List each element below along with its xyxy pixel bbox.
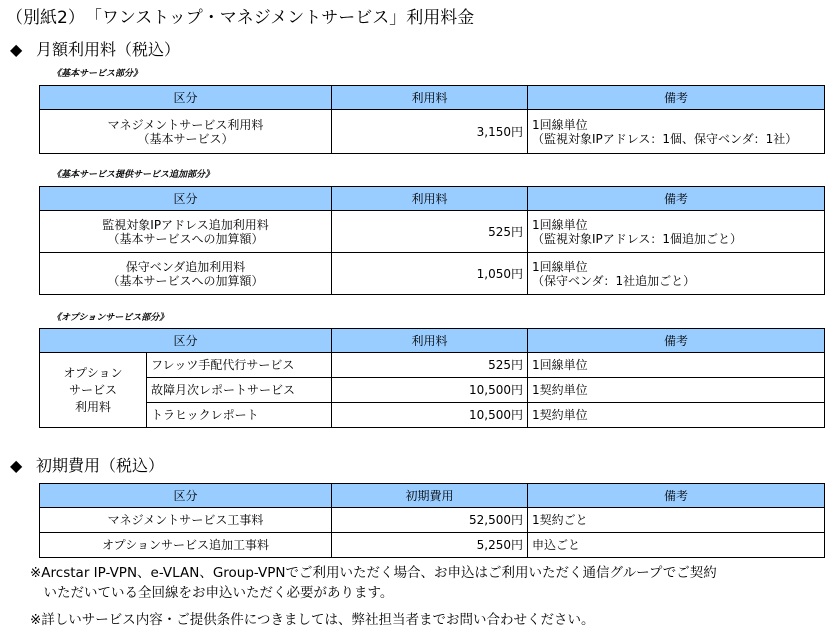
monthly-fee-heading: [10, 37, 180, 60]
table-row: [40, 211, 825, 253]
option-service-subtitle: 《オプションサービス部分》: [52, 313, 169, 323]
remarks-cell: 1回線単位 （監視対象IPアドレス：1個、保守ベンダ：1社）: [528, 110, 825, 154]
basic-service-subtitle: 《基本サービス部分》: [52, 69, 143, 79]
initial-fee-heading-text: 初期費用（税込）: [36, 456, 165, 475]
header-initial-fee: 初期費用: [332, 484, 528, 508]
monthly-fee-heading-text: 月額利用料（税込）: [36, 40, 181, 59]
price-cell: 1,050円: [332, 253, 528, 295]
remarks-cell: 1回線単位 （保守ベンダ：1社追加ごと）: [528, 253, 825, 295]
remarks-cell: 1回線単位 （監視対象IPアドレス：1個追加ごと）: [528, 211, 825, 253]
table-row: [40, 110, 825, 154]
diamond-bullet-icon: ◆: [10, 456, 23, 475]
note-line: ※Arcstar IP-VPN、e-VLAN、Group-VPNでご利用いただく場合、お申込はご利用いただく通信グループでご契約: [30, 565, 717, 581]
note-line: ※詳しいサービス内容・ご提供条件につきましては、弊社担当者までお問い合わせください。: [30, 612, 595, 628]
table-row: [40, 253, 825, 295]
header-remarks: 備考: [528, 484, 825, 508]
initial-fee-table: [39, 483, 825, 558]
note-line: いただいている全回線をお申込いただく必要があります。: [30, 585, 394, 601]
remarks-cell: 申込ごと: [528, 533, 825, 558]
remarks-cell: 1契約単位: [528, 378, 825, 403]
remarks-cell: 1回線単位: [528, 353, 825, 378]
document-title: （別紙2） 「ワンストップ・マネジメントサービス」利用料金: [6, 8, 475, 28]
option-name-cell: フレッツ手配代行サービス: [147, 353, 332, 378]
header-remarks: 備考: [528, 329, 825, 353]
header-category: 区分: [40, 187, 332, 211]
header-price: 利用料: [332, 329, 528, 353]
header-category: 区分: [40, 484, 332, 508]
price-cell: 5,250円: [332, 533, 528, 558]
price-cell: 10,500円: [332, 378, 528, 403]
header-remarks: 備考: [528, 86, 825, 110]
header-remarks: 備考: [528, 187, 825, 211]
price-cell: 3,150円: [332, 110, 528, 154]
price-cell: 525円: [332, 211, 528, 253]
header-price: 利用料: [332, 86, 528, 110]
category-cell: マネジメントサービス工事料: [40, 508, 332, 533]
additional-service-table: [39, 186, 825, 295]
category-cell: 保守ベンダ追加利用料 （基本サービスへの加算額）: [40, 253, 332, 295]
category-cell: マネジメントサービス利用料 （基本サービス）: [40, 110, 332, 154]
header-category: 区分: [40, 86, 332, 110]
basic-service-table: [39, 85, 825, 154]
additional-service-subtitle: 《基本サービス提供サービス追加部分》: [52, 170, 215, 180]
table-row: [40, 378, 825, 403]
table-row: [40, 403, 825, 428]
initial-fee-heading: [10, 453, 164, 476]
table-row: [40, 533, 825, 558]
option-group-label: オプション サービス 利用料: [40, 353, 147, 428]
option-name-cell: 故障月次レポートサービス: [147, 378, 332, 403]
price-cell: 10,500円: [332, 403, 528, 428]
remarks-cell: 1契約ごと: [528, 508, 825, 533]
price-cell: 52,500円: [332, 508, 528, 533]
price-cell: 525円: [332, 353, 528, 378]
header-category: 区分: [40, 329, 332, 353]
option-service-table: [39, 328, 825, 428]
category-cell: オプションサービス追加工事料: [40, 533, 332, 558]
diamond-bullet-icon: ◆: [10, 40, 23, 59]
category-cell: 監視対象IPアドレス追加利用料 （基本サービスへの加算額）: [40, 211, 332, 253]
header-price: 利用料: [332, 187, 528, 211]
option-name-cell: トラヒックレポート: [147, 403, 332, 428]
remarks-cell: 1契約単位: [528, 403, 825, 428]
table-row: [40, 508, 825, 533]
table-row: [40, 353, 825, 378]
